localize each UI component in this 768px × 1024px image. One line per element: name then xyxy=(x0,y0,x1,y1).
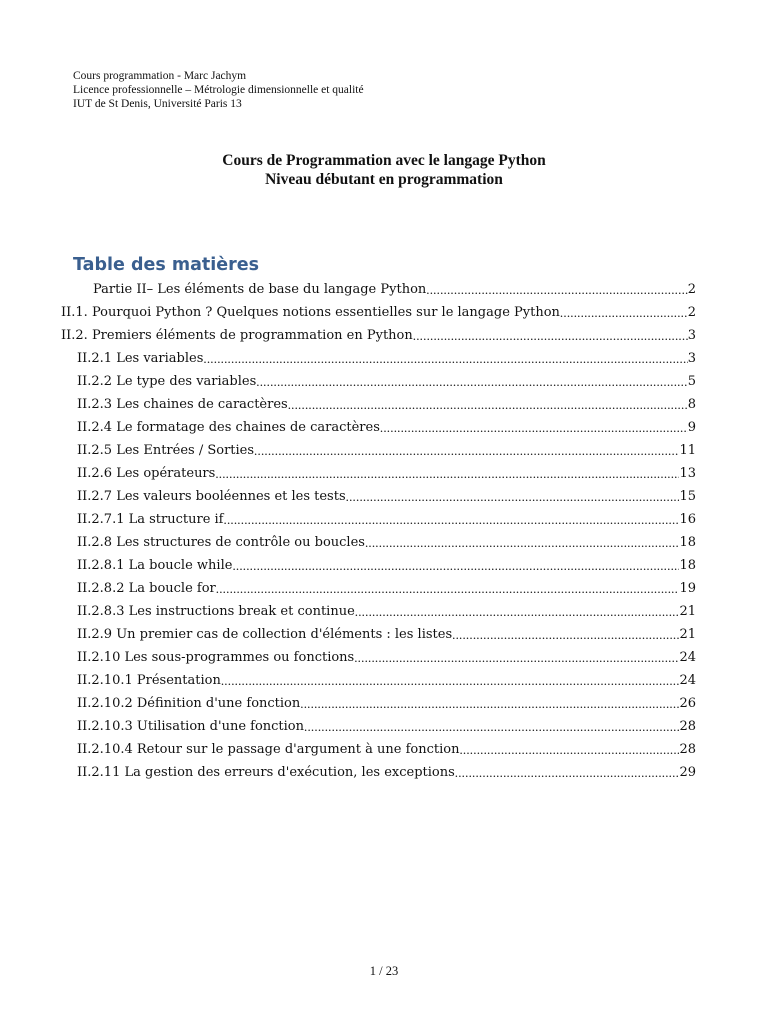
toc-entry-title: II.2.8.3 Les instructions break et continue xyxy=(77,604,355,619)
toc-entry-page: 21 xyxy=(679,627,696,642)
toc-entry-page: 29 xyxy=(679,765,696,780)
toc-entry[interactable] xyxy=(61,301,696,321)
document-header xyxy=(73,69,364,111)
toc-entry-title: II.2.11 La gestion des erreurs d'exécution, les exceptions xyxy=(77,765,455,780)
toc-entry[interactable] xyxy=(77,738,696,758)
toc-entry-page: 5 xyxy=(687,374,696,389)
toc-entry-title: Partie II– Les éléments de base du langage Python xyxy=(93,282,427,297)
toc-entry-page: 21 xyxy=(679,604,696,619)
toc-entry-title: II.2.10 Les sous-programmes ou fonctions xyxy=(77,650,355,665)
toc-entry-title: II.2.2 Le type des variables xyxy=(77,374,257,389)
toc-heading: Table des matières xyxy=(73,255,260,275)
toc-entry[interactable] xyxy=(77,347,696,367)
toc-entry-title: II.2.3 Les chaines de caractères xyxy=(77,397,288,412)
toc-entry-title: II.2.9 Un premier cas de collection d'éléments : les listes xyxy=(77,627,453,642)
toc-entry-title: II.2.7 Les valeurs booléennes et les tests xyxy=(77,489,346,504)
page-number: 1 / 23 xyxy=(369,964,399,978)
toc-entry-page: 19 xyxy=(679,581,696,596)
toc-entry-page: 2 xyxy=(687,282,696,297)
toc-entry-title: II.2.1 Les variables xyxy=(77,351,204,366)
toc-entry-title: II.2.10.1 Présentation xyxy=(77,673,221,688)
toc-entry-page: 2 xyxy=(687,305,696,320)
toc-entry[interactable] xyxy=(93,278,696,298)
toc-entry-page: 8 xyxy=(687,397,696,412)
toc-entry-page: 15 xyxy=(679,489,696,504)
toc-entry[interactable] xyxy=(77,370,696,390)
toc-entry-page: 24 xyxy=(679,673,696,688)
toc-entry-title: II.2.7.1 La structure if xyxy=(77,512,224,527)
toc-entry[interactable] xyxy=(77,715,696,735)
toc-entry-page: 16 xyxy=(679,512,696,527)
toc-entry-title: II.2.6 Les opérateurs xyxy=(77,466,216,481)
toc-entry[interactable] xyxy=(77,646,696,666)
toc-entry-title: II.2.10.2 Définition d'une fonction xyxy=(77,696,301,711)
toc-entry[interactable] xyxy=(77,554,696,574)
toc-entry[interactable] xyxy=(77,439,696,459)
toc-entry-page: 13 xyxy=(679,466,696,481)
toc-entry-title: II.1. Pourquoi Python ? Quelques notions essentielles sur le langage Python xyxy=(61,305,560,320)
toc-entry-title: II.2.4 Le formatage des chaines de caractères xyxy=(77,420,380,435)
toc-entry-page: 24 xyxy=(679,650,696,665)
toc-entry-page: 18 xyxy=(679,558,696,573)
toc-entry-page: 26 xyxy=(679,696,696,711)
document-title xyxy=(0,151,768,189)
toc-entry[interactable] xyxy=(61,324,696,344)
toc-entry-title: II.2.5 Les Entrées / Sorties xyxy=(77,443,255,458)
toc-entry-title: II.2.8 Les structures de contrôle ou boucles xyxy=(77,535,365,550)
toc-entry[interactable] xyxy=(77,600,696,620)
toc-entry[interactable] xyxy=(77,531,696,551)
toc-entry-page: 9 xyxy=(687,420,696,435)
toc-entry-page: 28 xyxy=(679,742,696,757)
header-course-author: Cours programmation - Marc Jachym xyxy=(73,70,247,82)
header-institution: IUT de St Denis, Université Paris 13 xyxy=(73,98,242,110)
toc-entry[interactable] xyxy=(77,393,696,413)
title-line-1: Cours de Programmation avec le langage Python xyxy=(222,152,546,169)
toc-entry[interactable] xyxy=(77,508,696,528)
toc-entry[interactable] xyxy=(77,761,696,781)
toc-entry-title: II.2.10.3 Utilisation d'une fonction xyxy=(77,719,305,734)
toc-entry-title: II.2.8.2 La boucle for xyxy=(77,581,216,596)
toc-entry[interactable] xyxy=(77,692,696,712)
toc-entry[interactable] xyxy=(77,623,696,643)
toc-entry-page: 18 xyxy=(679,535,696,550)
toc-entry-title: II.2.10.4 Retour sur le passage d'argument à une fonction xyxy=(77,742,460,757)
title-line-2: Niveau débutant en programmation xyxy=(265,171,503,188)
toc-entry-page: 11 xyxy=(679,443,696,458)
toc-entry[interactable] xyxy=(77,669,696,689)
header-program: Licence professionnelle – Métrologie dimensionnelle et qualité xyxy=(73,84,364,96)
toc-entry[interactable] xyxy=(77,485,696,505)
toc-entry[interactable] xyxy=(77,416,696,436)
toc-entry[interactable] xyxy=(77,577,696,597)
toc-entry-title: II.2.8.1 La boucle while xyxy=(77,558,233,573)
toc-entry-page: 28 xyxy=(679,719,696,734)
toc-entry-page: 3 xyxy=(687,328,696,343)
toc-entry-title: II.2. Premiers éléments de programmation en Python xyxy=(61,328,413,343)
toc-entry[interactable] xyxy=(77,462,696,482)
toc-entry-page: 3 xyxy=(687,351,696,366)
